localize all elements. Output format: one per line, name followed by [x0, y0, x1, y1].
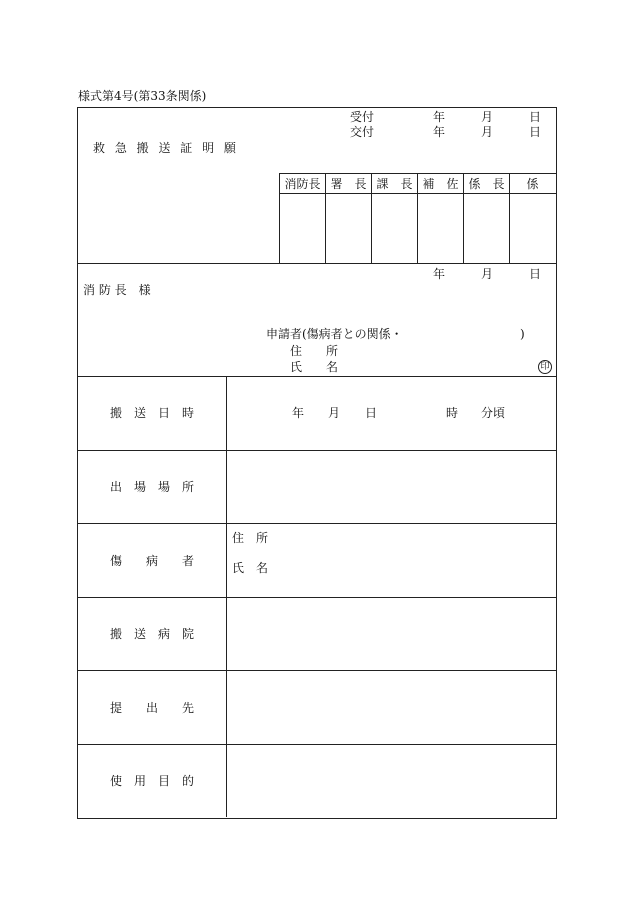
patient-name-label: 氏 名 [232, 561, 269, 575]
applicant-name-label: 氏 名 [290, 360, 339, 374]
seal-icon: 印 [538, 360, 552, 374]
approval-header-assistant: 補 佐 [422, 177, 459, 191]
received-day: 日 [529, 110, 542, 124]
form-number: 様式第4号(第33条関係) [78, 89, 207, 103]
approval-stamp-cell-3[interactable] [372, 194, 417, 262]
submit-to-field[interactable] [227, 671, 555, 744]
approval-stamp-cell-6[interactable] [510, 194, 555, 262]
received-year: 年 [433, 110, 446, 124]
applicant-close-paren: ) [520, 327, 525, 341]
row-label-purpose: 使 用 目 的 [109, 774, 194, 788]
purpose-field[interactable] [227, 745, 555, 817]
row-label-transport-datetime: 搬 送 日 時 [109, 406, 194, 420]
row-label-submit-to: 提 出 先 [109, 701, 194, 715]
issued-label: 交付 [350, 125, 375, 139]
row-label-dispatch-location: 出 場 場 所 [109, 480, 194, 494]
approval-stamp-cell-1[interactable] [280, 194, 325, 262]
approval-header-section-chief: 課 長 [376, 177, 413, 191]
approval-header-subsection-chief: 係 長 [468, 177, 505, 191]
transport-datetime-field[interactable] [227, 377, 555, 450]
approval-header-station-chief: 署 長 [330, 177, 367, 191]
issued-day: 日 [529, 125, 542, 139]
issued-year: 年 [433, 125, 446, 139]
row-label-patient: 傷 病 者 [109, 554, 194, 568]
received-month: 月 [481, 110, 494, 124]
approval-stamp-cell-4[interactable] [418, 194, 463, 262]
approval-stamp-cell-2[interactable] [326, 194, 371, 262]
applicant-label: 申請者(傷病者との関係・ [266, 327, 403, 341]
transport-minute: 分頃 [481, 406, 506, 420]
transport-hour: 時 [446, 406, 459, 420]
issued-month: 月 [481, 125, 494, 139]
application-month: 月 [481, 267, 494, 281]
transport-month: 月 [328, 406, 341, 420]
applicant-address-label: 住 所 [290, 344, 339, 358]
received-label: 受付 [350, 110, 375, 124]
patient-address-label: 住 所 [232, 531, 269, 545]
application-day: 日 [529, 267, 542, 281]
patient-field[interactable] [270, 524, 555, 597]
transport-year: 年 [292, 406, 305, 420]
form-title: 救 急 搬 送 証 明 願 [93, 141, 239, 155]
approval-header-chief: 消防長 [284, 177, 321, 191]
hospital-field[interactable] [227, 598, 555, 670]
application-year: 年 [433, 267, 446, 281]
approval-stamp-cell-5[interactable] [464, 194, 509, 262]
row-label-hospital: 搬 送 病 院 [109, 627, 194, 641]
transport-day: 日 [365, 406, 378, 420]
addressee: 消 防 長 様 [83, 283, 151, 297]
dispatch-location-field[interactable] [227, 451, 555, 523]
approval-header-staff: 係 [526, 177, 539, 191]
